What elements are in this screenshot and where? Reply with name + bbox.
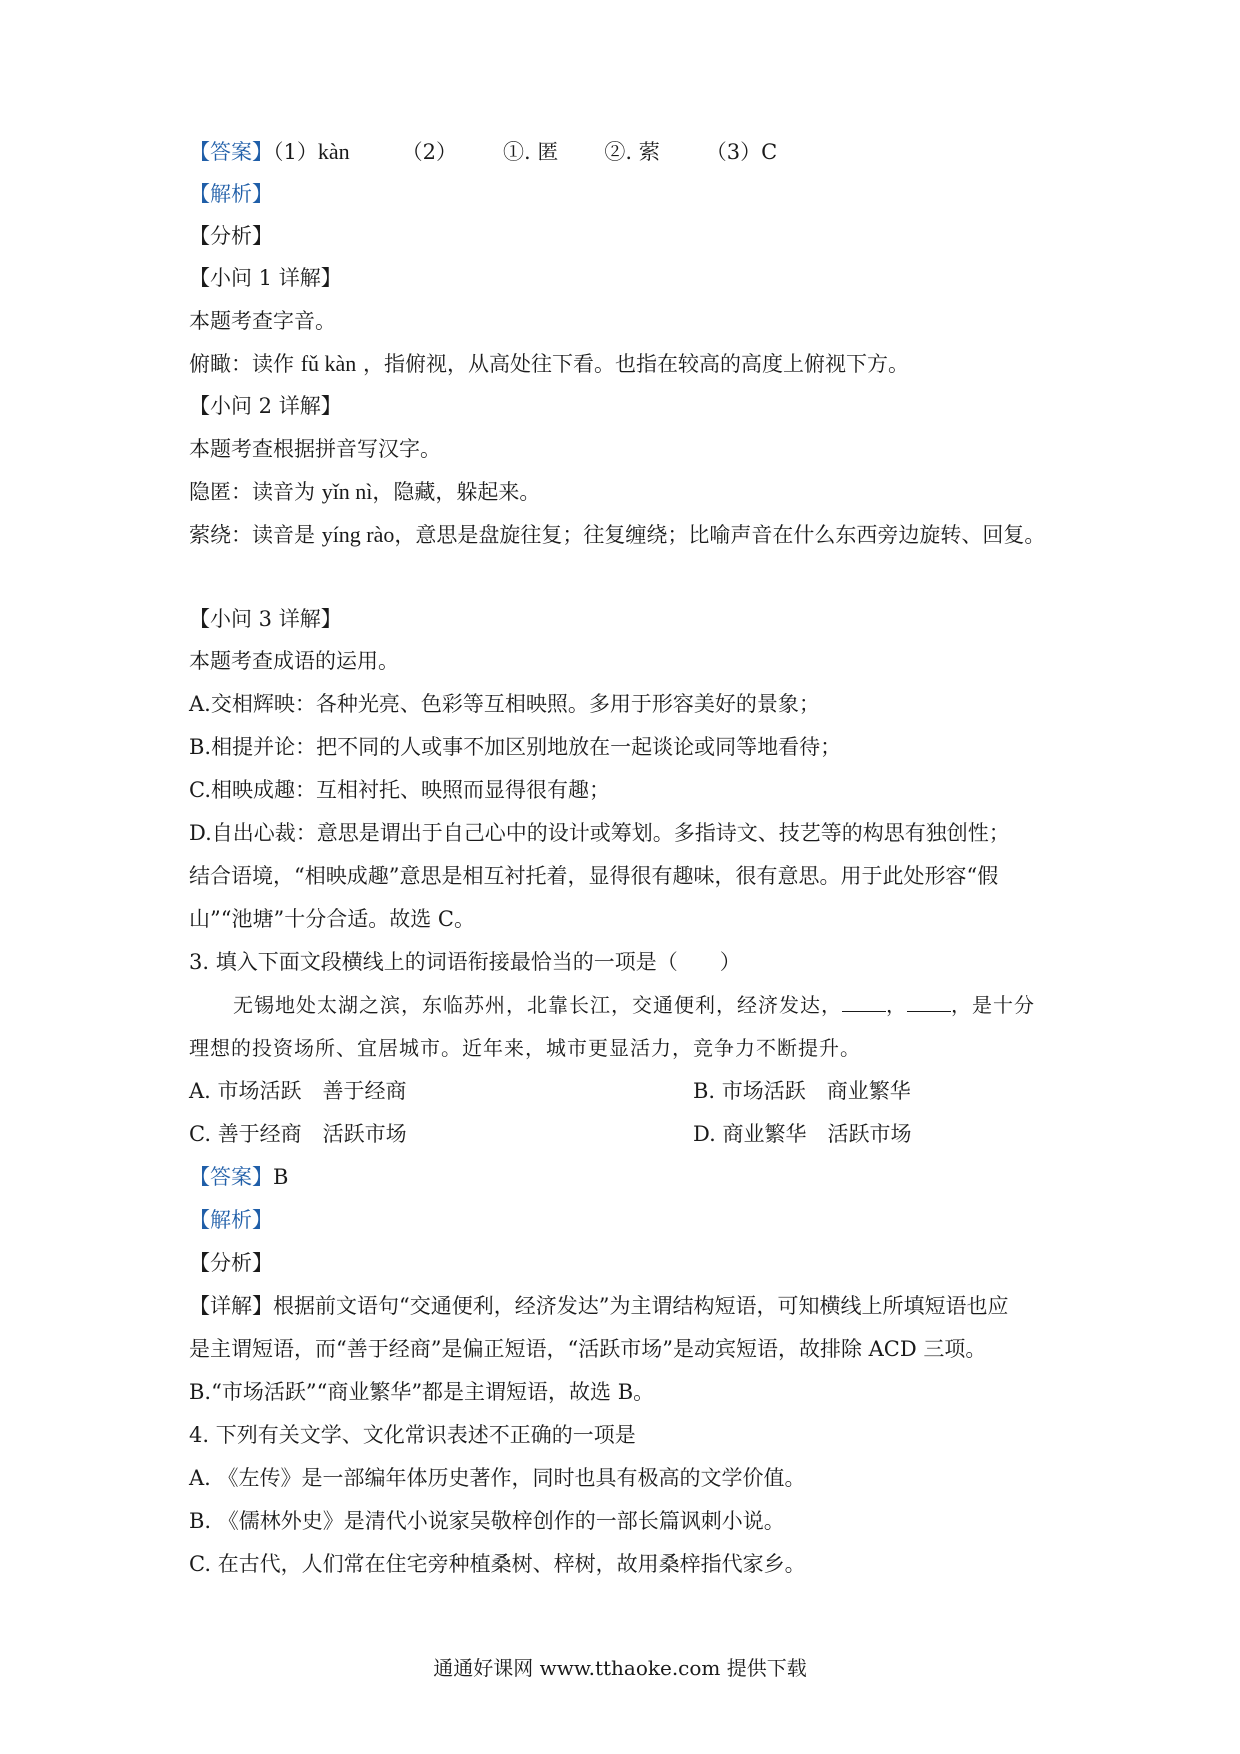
- page-footer: 通通好课网 www.tthaoke.com 提供下载: [433, 1656, 807, 1680]
- answer-part-1: （1）: [273, 140, 318, 164]
- q3-choice-c: [189, 1120, 407, 1148]
- q1-line-2-b: ，指俯视，从高处往下看。也指在较高的高度上俯视下方。: [362, 352, 909, 376]
- q3-explain-1: 结合语境，“相映成趣”意思是相互衬托着，显得很有趣味，很有意思。用于此处形容“假: [189, 864, 999, 888]
- q3-choice-a-text: 市场活跃 善于经商: [217, 1079, 407, 1103]
- q3-choice-c-text: 善于经商 活跃市场: [217, 1122, 407, 1146]
- q2-line-2-pinyin: yǐn nì: [321, 479, 373, 504]
- passage-line-1-sep: ，: [886, 993, 907, 1017]
- q4-option-c-text: 在古代，人们常在住宅旁种植桑树、梓树，故用桑梓指代家乡。: [217, 1552, 806, 1576]
- q3-detail-3: B.“市场活跃”“商业繁华”都是主谓短语，故选 B。: [189, 1380, 655, 1404]
- question-4-stem: 4. 下列有关文学、文化常识表述不正确的一项是: [189, 1423, 636, 1447]
- answer-part-2b: ②. 萦: [604, 140, 660, 164]
- q2-line-3-b: ，意思是盘旋往复；往复缠绕；比喻声音在什么东西旁边旋转、回复。: [394, 523, 1046, 547]
- q2-line-2: [189, 478, 540, 506]
- q3-choice-d-text: 商业繁华 活跃市场: [722, 1122, 912, 1146]
- q3-choice-b-letter: B.: [693, 1079, 716, 1103]
- q3-line-1: 本题考查成语的运用。: [189, 649, 399, 673]
- q4-option-a: [189, 1464, 806, 1492]
- q3-detail-1: 【详解】根据前文语句“交通便利，经济发达”为主谓结构短语，可知横线上所填短语也应: [189, 1294, 1009, 1318]
- q1-line-1: 本题考查字音。: [189, 309, 336, 333]
- q3-fenxi-heading: 【分析】: [189, 1251, 273, 1275]
- answer-part-3: （3）C: [705, 140, 778, 164]
- q3-choice-d-letter: D.: [693, 1122, 716, 1146]
- answer-tag: 【答案】: [189, 140, 273, 164]
- answer-part-2: （2）: [401, 140, 458, 164]
- q4-option-a-letter: A.: [189, 1466, 211, 1490]
- q3-choice-d: [693, 1120, 911, 1148]
- q3-analysis-tag: 【解析】: [189, 1208, 273, 1232]
- q1-line-2: [189, 350, 909, 378]
- q3-option-c: C.相映成趣：互相衬托、映照而显得很有趣；: [189, 778, 610, 802]
- blank-1: [842, 993, 886, 1012]
- answer-line: [189, 138, 777, 166]
- q3-choice-b: [693, 1077, 911, 1105]
- q2-line-2-a: 隐匿：读音为: [189, 480, 315, 504]
- q3-heading: 【小问 3 详解】: [189, 607, 342, 631]
- answer-part-2a: ①. 匿: [503, 140, 559, 164]
- q4-option-c: [189, 1550, 806, 1578]
- q3-choice-a: [189, 1077, 407, 1105]
- q4-option-b-letter: B.: [189, 1509, 212, 1533]
- q4-option-b-text: 《儒林外史》是清代小说家吴敬梓创作的一部长篇讽刺小说。: [217, 1509, 785, 1533]
- q2-line-3: [189, 521, 1045, 549]
- q1-line-2-a: 俯瞰：读作: [189, 352, 294, 376]
- q2-line-2-b: ，隐藏，躲起来。: [372, 480, 541, 504]
- q4-option-a-text: 《左传》是一部编年体历史著作，同时也具有极高的文学价值。: [217, 1466, 806, 1490]
- q3-option-b: B.相提并论：把不同的人或事不加区别地放在一起谈论或同等地看待；: [189, 735, 842, 759]
- blank-2: [907, 993, 951, 1012]
- q3-answer-line: [189, 1163, 288, 1191]
- answer-part-1-pinyin: kàn: [317, 139, 350, 164]
- q4-option-b: [189, 1507, 785, 1535]
- q3-choice-a-letter: A.: [189, 1079, 211, 1103]
- q3-answer-tag: 【答案】: [189, 1165, 273, 1189]
- q3-option-d: D.自出心裁：意思是谓出于自己心中的设计或筹划。多指诗文、技艺等的构思有独创性；: [189, 821, 1010, 845]
- q3-answer-value: B: [273, 1165, 289, 1189]
- q2-line-3-a: 萦绕：读音是: [189, 523, 315, 547]
- passage-line-1: [233, 991, 1035, 1019]
- q3-choice-b-text: 市场活跃 商业繁华: [721, 1079, 911, 1103]
- q2-heading: 【小问 2 详解】: [189, 394, 342, 418]
- q1-heading: 【小问 1 详解】: [189, 266, 342, 290]
- q3-detail-2: 是主谓短语，而“善于经商”是偏正短语，“活跃市场”是动宾短语，故排除 ACD 三项。: [189, 1337, 987, 1361]
- passage-line-1-a: 无锡地处太湖之滨，东临苏州，北靠长江，交通便利，经济发达，: [233, 993, 842, 1017]
- question-3-stem: 3. 填入下面文段横线上的词语衔接最恰当的一项是（ ）: [189, 950, 741, 974]
- analysis-tag: 【解析】: [189, 182, 273, 206]
- q2-line-1: 本题考查根据拼音写汉字。: [189, 437, 441, 461]
- q3-choice-c-letter: C.: [189, 1122, 211, 1146]
- q3-explain-2: 山”“池塘”十分合适。故选 C。: [189, 907, 475, 931]
- fenxi-heading: 【分析】: [189, 224, 273, 248]
- passage-line-2: 理想的投资场所、宜居城市。近年来，城市更显活力，竞争力不断提升。: [189, 1036, 861, 1060]
- q4-option-c-letter: C.: [189, 1552, 211, 1576]
- q3-option-a: A.交相辉映：各种光亮、色彩等互相映照。多用于形容美好的景象；: [189, 692, 820, 716]
- q2-line-3-pinyin: yíng rào: [321, 522, 395, 547]
- q1-line-2-pinyin: fǔ kàn: [300, 351, 357, 376]
- passage-line-1-b: ，是十分: [951, 993, 1035, 1017]
